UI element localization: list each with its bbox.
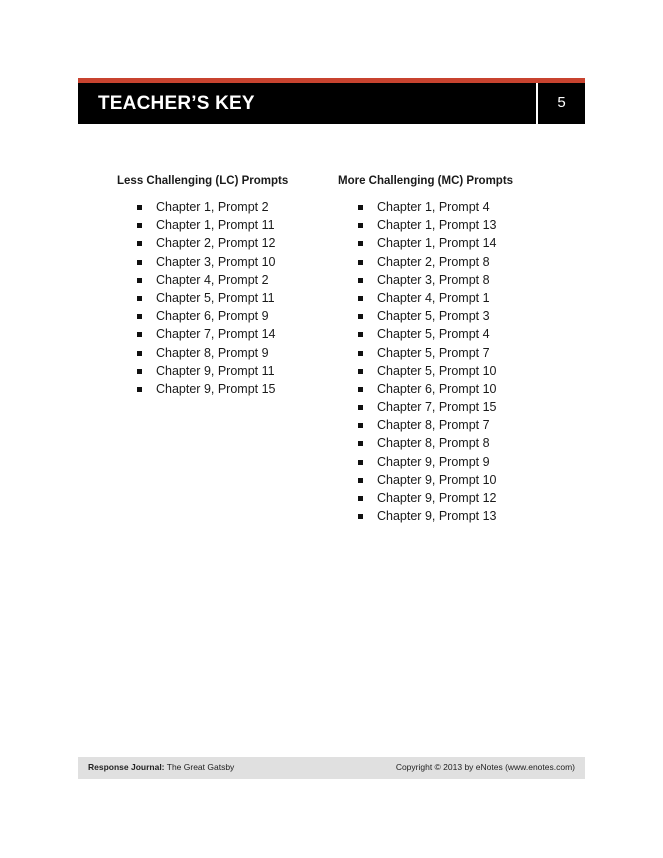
bullet-icon (137, 241, 142, 246)
prompt-label: Chapter 7, Prompt 15 (377, 400, 497, 415)
bullet-icon (137, 351, 142, 356)
prompt-label: Chapter 9, Prompt 15 (156, 381, 276, 396)
list-item (358, 380, 497, 398)
prompt-label: Chapter 1, Prompt 13 (377, 218, 497, 233)
bullet-icon (358, 514, 363, 519)
prompt-label: Chapter 1, Prompt 14 (377, 236, 497, 251)
list-item (358, 453, 497, 471)
footer-copyright: Copyright © 2013 by eNotes (www.enotes.com) (395, 762, 575, 772)
lc-prompt-list (137, 198, 276, 398)
page-number-box (538, 83, 585, 124)
prompt-label: Chapter 1, Prompt 11 (156, 218, 275, 233)
prompt-label: Chapter 2, Prompt 8 (377, 254, 490, 269)
bullet-icon (358, 423, 363, 428)
list-item (137, 362, 276, 380)
list-item (358, 416, 497, 434)
prompt-label: Chapter 7, Prompt 14 (156, 327, 276, 342)
mc-column-heading: More Challenging (MC) Prompts (338, 175, 514, 187)
list-item (358, 271, 497, 289)
lc-column-heading: Less Challenging (LC) Prompts (117, 175, 289, 187)
bullet-icon (358, 241, 363, 246)
prompt-label: Chapter 6, Prompt 10 (377, 381, 497, 396)
bullet-icon (358, 496, 363, 501)
prompt-label: Chapter 5, Prompt 7 (377, 345, 490, 360)
list-item (358, 507, 497, 525)
list-item (137, 344, 276, 362)
prompt-label: Chapter 4, Prompt 1 (377, 290, 490, 305)
bullet-icon (358, 332, 363, 337)
bullet-icon (137, 387, 142, 392)
list-item (137, 253, 276, 271)
bullet-icon (358, 387, 363, 392)
list-item (137, 289, 276, 307)
list-item (137, 325, 276, 343)
list-item (358, 216, 497, 234)
prompt-label: Chapter 5, Prompt 3 (377, 309, 490, 324)
list-item (358, 471, 497, 489)
list-item (358, 362, 497, 380)
bullet-icon (137, 223, 142, 228)
list-item (358, 198, 497, 216)
bullet-icon (137, 260, 142, 265)
prompt-label: Chapter 9, Prompt 9 (377, 454, 490, 469)
list-item (358, 253, 497, 271)
list-item (137, 234, 276, 252)
prompt-label: Chapter 5, Prompt 10 (377, 363, 497, 378)
prompt-label: Chapter 9, Prompt 13 (377, 509, 497, 524)
bullet-icon (137, 278, 142, 283)
bullet-icon (358, 314, 363, 319)
prompt-label: Chapter 1, Prompt 4 (377, 200, 490, 214)
list-item (358, 434, 497, 452)
bullet-icon (137, 332, 142, 337)
bullet-icon (137, 314, 142, 319)
list-item (358, 344, 497, 362)
prompt-label: Chapter 9, Prompt 10 (377, 472, 497, 487)
prompt-label: Chapter 5, Prompt 11 (156, 290, 275, 305)
prompt-label: Chapter 6, Prompt 9 (156, 309, 269, 324)
bullet-icon (358, 223, 363, 228)
list-item (137, 307, 276, 325)
bullet-icon (358, 369, 363, 374)
prompt-label: Chapter 5, Prompt 4 (377, 327, 490, 342)
list-item (137, 380, 276, 398)
list-item (358, 234, 497, 252)
bullet-icon (358, 405, 363, 410)
prompt-label: Chapter 3, Prompt 8 (377, 272, 490, 287)
footer-book-info (88, 762, 234, 772)
bullet-icon (137, 205, 142, 210)
bullet-icon (358, 351, 363, 356)
list-item (137, 216, 276, 234)
bullet-icon (358, 478, 363, 483)
page-number: 5 (557, 94, 566, 111)
prompt-label: Chapter 4, Prompt 2 (156, 272, 269, 287)
prompt-label: Chapter 1, Prompt 2 (156, 200, 269, 214)
bullet-icon (358, 205, 363, 210)
bullet-icon (137, 369, 142, 374)
bullet-icon (358, 441, 363, 446)
mc-prompt-list (358, 198, 497, 525)
footer-book-title: The Great Gatsby (166, 762, 235, 772)
prompt-label: Chapter 9, Prompt 12 (377, 491, 497, 505)
prompt-label: Chapter 2, Prompt 12 (156, 236, 276, 251)
prompt-label: Chapter 8, Prompt 9 (156, 345, 269, 360)
list-item (358, 325, 497, 343)
prompt-label: Chapter 9, Prompt 11 (156, 363, 275, 378)
list-item (137, 271, 276, 289)
prompt-label: Chapter 3, Prompt 10 (156, 254, 276, 269)
list-item (137, 198, 276, 216)
list-item (358, 398, 497, 416)
footer-bar (78, 757, 585, 779)
prompt-label: Chapter 8, Prompt 7 (377, 418, 490, 433)
list-item (358, 307, 497, 325)
bullet-icon (358, 460, 363, 465)
bullet-icon (358, 260, 363, 265)
bullet-icon (358, 278, 363, 283)
prompt-label: Chapter 8, Prompt 8 (377, 436, 490, 451)
list-item (358, 489, 497, 507)
footer-journal-label: Response Journal: (88, 762, 165, 772)
header-bar (78, 83, 536, 124)
bullet-icon (358, 296, 363, 301)
bullet-icon (137, 296, 142, 301)
page-title: TEACHER’S KEY (98, 93, 255, 114)
list-item (358, 289, 497, 307)
